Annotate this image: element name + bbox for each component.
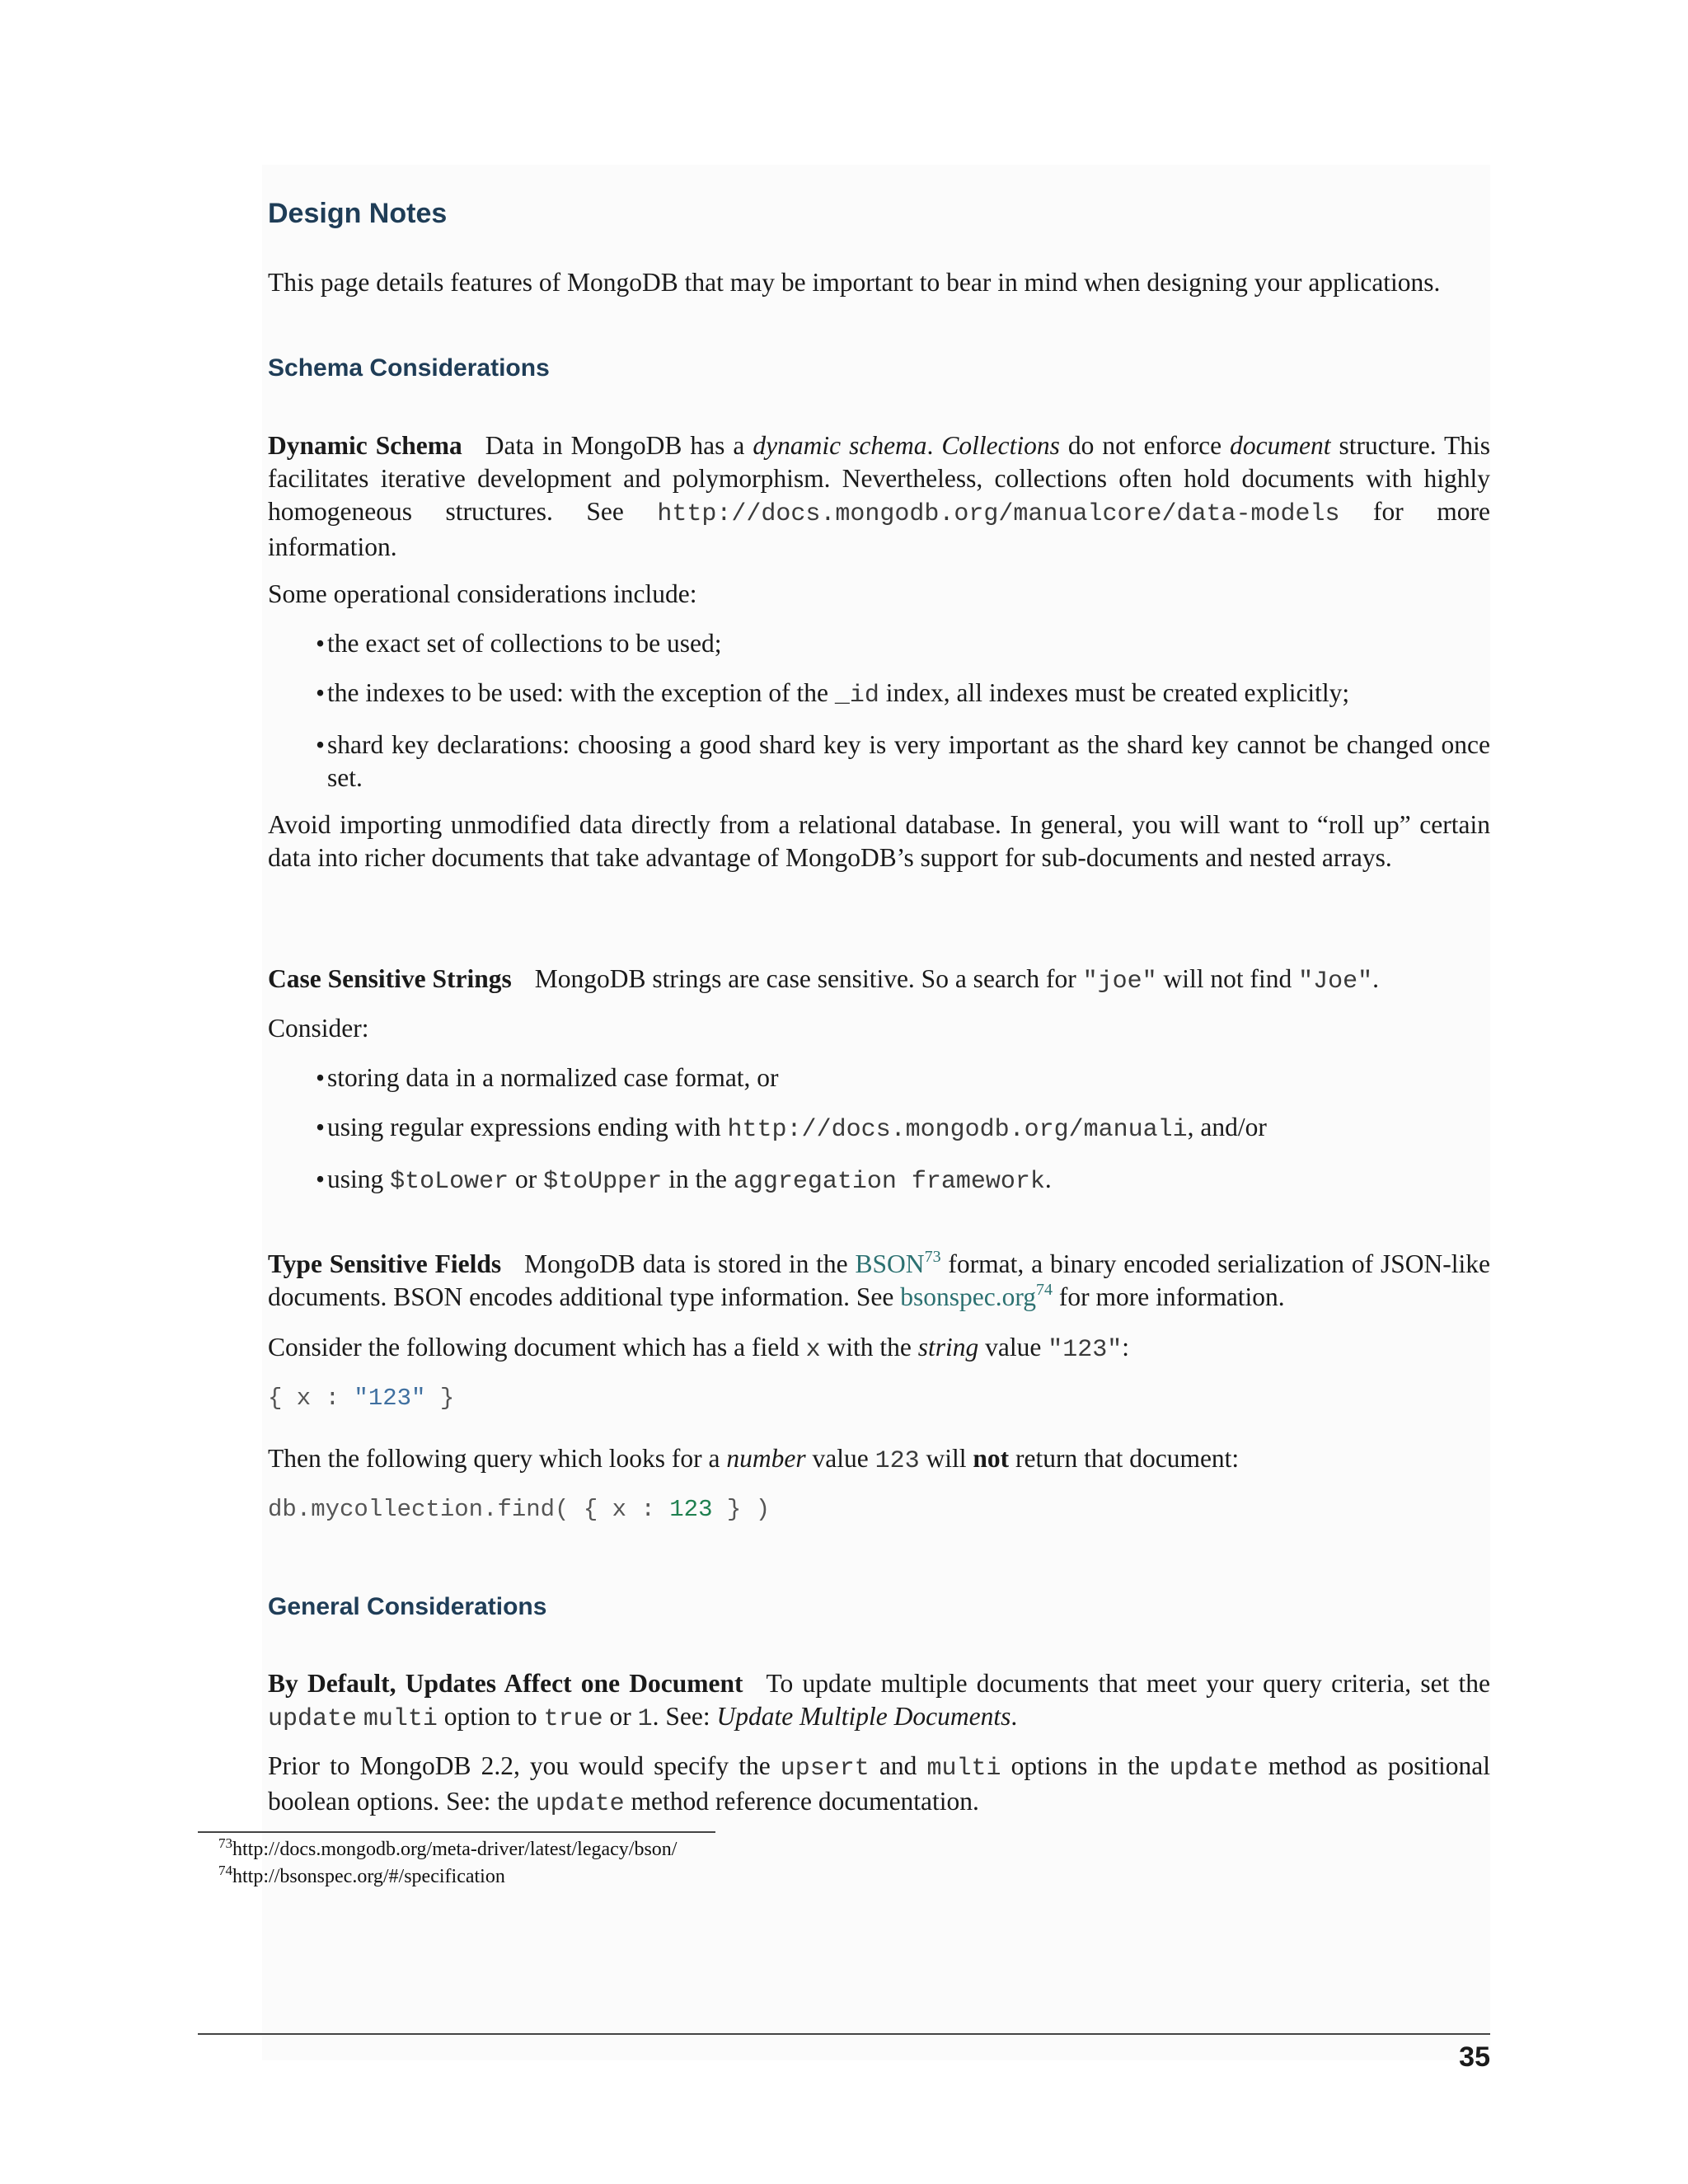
- footnote-divider: [198, 1831, 715, 1833]
- case-sensitive-rubric: Case Sensitive Strings: [268, 964, 512, 993]
- type-sensitive-paragraph: Type Sensitive Fields MongoDB data is stored in the BSON$^{73}$ format, a binary encoded serialization of JSON-like documents. BSON encodes additional type information. See bsonspec.org$^{74}$ for more information.: [268, 1248, 1490, 1311]
- list-item: • the indexes to be used: with the exception of the _id index, all indexes must be created explicitly;: [317, 677, 1490, 712]
- prior-paragraph: Prior to MongoDB 2.2, you would specify the upsert and multi options in the update method as positional boolean options. See: the update method reference documentation.: [268, 1751, 1490, 1818]
- consider-label: Consider:: [268, 1014, 369, 1043]
- footer-divider: [198, 2033, 1490, 2035]
- footnote-73: $^{73}$http://docs.mongodb.org/meta-driver/latest/legacy/bson/: [218, 1835, 678, 1860]
- list-item: • shard key declarations: choosing a good shard key is very important as the shard key cannot be changed once set.: [317, 729, 1490, 794]
- schema-considerations-heading: Schema Considerations: [268, 354, 550, 382]
- ops-intro: Some operational considerations include:: [268, 579, 697, 608]
- type-sensitive-rubric: Type Sensitive Fields: [268, 1249, 502, 1278]
- bsonspec-link[interactable]: bsonspec.org: [900, 1282, 1037, 1311]
- list-item: • using regular expressions ending with http://docs.mongodb.org/manuali, and/or: [317, 1111, 1490, 1146]
- data-models-reference: http://docs.mongodb.org/manualcore/data-models: [657, 500, 1340, 528]
- update-multiple-documents-reference[interactable]: Update Multiple Documents: [716, 1702, 1011, 1731]
- updates-rubric: By Default, Updates Affect one Document: [268, 1669, 743, 1698]
- case-options-list: [317, 1062, 1490, 1198]
- footnote-ref-74[interactable]: 74: [1036, 1281, 1053, 1299]
- operational-considerations-list: [317, 627, 1490, 794]
- footnote-ref-73[interactable]: 73: [924, 1248, 941, 1266]
- general-considerations-heading: General Considerations: [268, 1593, 547, 1620]
- list-item: • using $toLower or $toUpper in the aggregation framework.: [317, 1163, 1490, 1198]
- footnote-73-url[interactable]: http://docs.mongodb.org/meta-driver/latest/legacy/bson/: [232, 1839, 678, 1860]
- consider-document-paragraph: Consider the following document which has a field x with the string value "123":: [268, 1333, 1130, 1364]
- list-item: • storing data in a normalized case format, or: [317, 1062, 1490, 1094]
- dynamic-schema-paragraph: Dynamic Schema Data in MongoDB has a dynamic schema. Collections do not enforce document structure. This facilitates iterative development and polymorphism. Nevertheless, collections often hold documents with highly homogeneous structures. See http://docs.mongodb.org/manualcore/data-models for more information.: [268, 431, 1491, 561]
- updates-paragraph: By Default, Updates Affect one Document To update multiple documents that meet your query criteria, set the update multi option to true or 1. See: Update Multiple Documents.: [268, 1669, 1490, 1733]
- page-title: Design Notes: [268, 198, 448, 229]
- code-block-document: { x : "123" }: [268, 1385, 455, 1412]
- avoid-paragraph: Avoid importing unmodified data directly from a relational database. In general, you will want to “roll up” certain data into richer documents that take advantage of MongoDB’s support for sub-documents and nested arrays.: [268, 810, 1490, 872]
- footnotes: [218, 1836, 677, 1891]
- code-block-query: db.mycollection.find( { x : 123 } ): [268, 1496, 771, 1523]
- list-item: • the exact set of collections to be used;: [317, 627, 1490, 660]
- footnote-74: $^{74}$http://bsonspec.org/#/specification: [218, 1863, 505, 1887]
- footnote-74-url[interactable]: http://bsonspec.org/#/specification: [232, 1866, 505, 1887]
- dynamic-schema-rubric: Dynamic Schema: [268, 431, 462, 460]
- bson-link[interactable]: BSON: [855, 1249, 925, 1278]
- intro-paragraph: This page details features of MongoDB that may be important to bear in mind when designing your applications.: [268, 268, 1441, 297]
- page-number: 35: [1459, 2041, 1490, 2073]
- case-sensitive-paragraph: Case Sensitive Strings MongoDB strings are case sensitive. So a search for "joe" will not find "Joe".: [268, 964, 1380, 996]
- then-paragraph: Then the following query which looks for a number value 123 will not return that document:: [268, 1444, 1240, 1475]
